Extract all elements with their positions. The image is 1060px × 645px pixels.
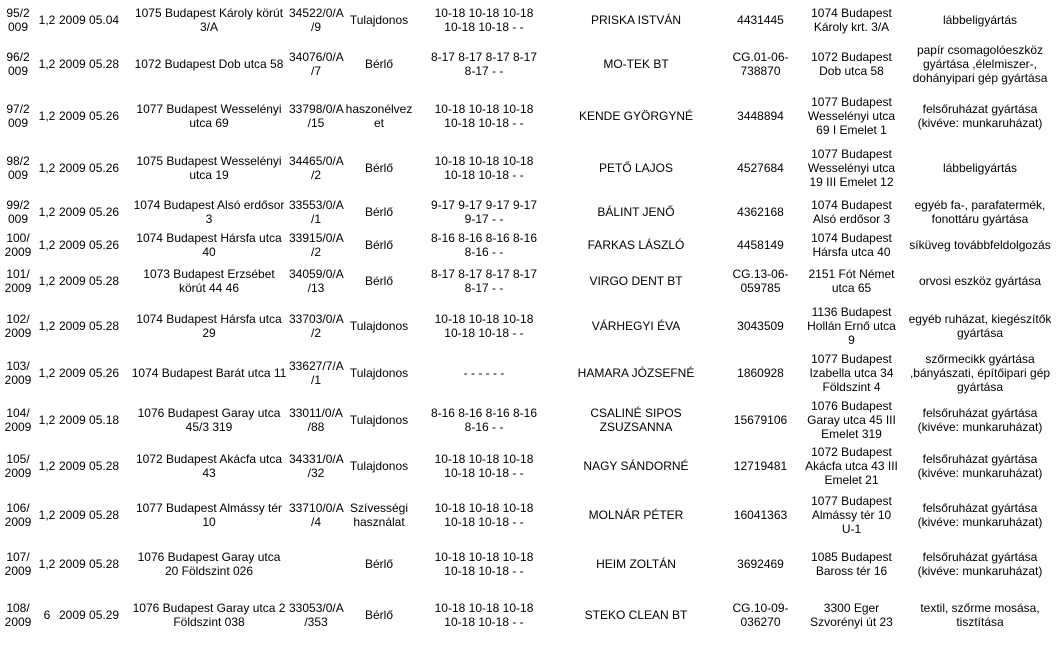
row-hrsz: 33627/7/A /1 <box>289 358 344 387</box>
row-address: 1074 Budapest Hársfa utca 29 <box>136 311 282 340</box>
row-location: 1077 Budapest Wesselényi utca 69 I Emelet 1 <box>807 94 896 137</box>
row-address: 1072 Budapest Akácfa utca 43 <box>135 451 283 480</box>
row-name: MOLNÁR PÉTER <box>588 507 684 522</box>
row-hrsz: 34331/0/A /32 <box>289 451 344 480</box>
row-legal-status: Bérlő <box>364 557 393 571</box>
row-activity: felsőruházat gyártása (kivéve: munkaruházat) <box>917 451 1043 480</box>
row-registration: 3043509 <box>737 318 784 333</box>
row-hrsz: 34522/0/A /9 <box>289 5 344 34</box>
row-hrsz: 33703/0/A /2 <box>289 311 344 340</box>
row-registration: 12719481 <box>733 458 788 473</box>
row-hrsz: 33011/0/A /88 <box>289 405 343 434</box>
row-area: 1,2 <box>38 318 56 333</box>
row-legal-status: Bérlő <box>364 204 393 219</box>
row-date: 2009 05.28 <box>59 318 120 333</box>
row-id: 104/ 2009 <box>4 405 32 434</box>
row-name: KENDE GYÖRGYNÉ <box>578 108 694 123</box>
table-row <box>0 39 1060 89</box>
row-registration: 1860928 <box>737 365 784 380</box>
table-row <box>0 229 1060 260</box>
row-location: 2151 Fót Német utca 65 <box>808 267 895 295</box>
row-location: 1077 Budapest Almássy tér 10 U-1 <box>811 493 892 536</box>
row-registration: 15679106 <box>733 412 788 427</box>
row-id: 96/2 009 <box>6 50 30 78</box>
row-date: 2009 05.26 <box>59 108 120 123</box>
row-name: NAGY SÁNDORNÉ <box>583 458 689 473</box>
row-id: 106/ 2009 <box>4 500 32 529</box>
row-location: 3300 Eger Szvorényi út 23 <box>810 601 893 629</box>
row-registration: 4362168 <box>737 204 784 219</box>
row-address: 1073 Budapest Erzsébet körút 44 46 <box>143 267 275 295</box>
table-row <box>0 260 1060 302</box>
row-date: 2009 05.18 <box>59 412 120 427</box>
table-row <box>0 194 1060 229</box>
row-address: 1076 Budapest Garay utca 2 Földszint 038 <box>132 601 286 629</box>
row-date: 2009 05.28 <box>59 557 120 571</box>
row-activity: papír csomagolóeszköz gyártása ,élelmiszer-, dohányipari gép gyártása <box>912 43 1048 85</box>
row-name: VÁRHEGYI ÉVA <box>591 318 681 333</box>
row-location: 1074 Budapest Károly krt. 3/A <box>811 5 892 34</box>
row-location: 1074 Budapest Hársfa utca 40 <box>811 230 892 259</box>
row-activity: lábbeligyártás <box>942 12 1018 27</box>
row-location: 1085 Budapest Baross tér 16 <box>811 550 892 578</box>
row-registration: CG.10-09- 036270 <box>732 601 789 629</box>
row-date: 2009 05.04 <box>59 12 120 27</box>
row-registration: 3692469 <box>737 557 784 571</box>
row-address: 1075 Budapest Károly körút 3/A <box>134 5 284 34</box>
row-date: 2009 05.26 <box>59 237 120 252</box>
row-registration: 4431445 <box>737 12 784 27</box>
row-date: 2009 05.26 <box>59 365 120 380</box>
row-name: VIRGO DENT BT <box>589 274 683 288</box>
row-hours: - - - - - - <box>463 365 505 380</box>
row-hrsz: 33710/0/A /4 <box>289 500 344 529</box>
table-row <box>0 587 1060 643</box>
row-hours: 10-18 10-18 10-18 10-18 10-18 - - <box>434 550 534 578</box>
row-legal-status: Tulajdonos <box>349 12 409 27</box>
row-id: 102/ 2009 <box>4 311 32 340</box>
row-legal-status: Szívességi használat <box>349 500 409 529</box>
row-activity: síküveg továbbfeldolgozás <box>909 237 1051 252</box>
row-area: 1,2 <box>38 365 56 380</box>
row-area: 1,2 <box>38 458 56 473</box>
row-registration: 4458149 <box>737 237 784 252</box>
row-name: BÁLINT JENŐ <box>597 204 675 219</box>
row-activity: egyéb ruházat, kiegészítők gyártása <box>908 311 1052 340</box>
row-area: 1,2 <box>38 274 56 288</box>
row-date: 2009 05.26 <box>59 204 120 219</box>
row-legal-status: Tulajdonos <box>349 365 409 380</box>
row-hours: 9-17 9-17 9-17 9-17 9-17 - - <box>430 197 538 226</box>
row-hours: 8-17 8-17 8-17 8-17 8-17 - - <box>430 50 538 78</box>
row-id: 100/ 2009 <box>4 230 32 259</box>
row-hours: 10-18 10-18 10-18 10-18 10-18 - - <box>434 101 534 130</box>
row-hours: 8-16 8-16 8-16 8-16 8-16 - - <box>430 405 538 434</box>
row-activity: orvosi eszköz gyártása <box>918 274 1042 288</box>
row-hours: 10-18 10-18 10-18 10-18 10-18 - - <box>434 451 534 480</box>
row-address: 1075 Budapest Wesselényi utca 19 <box>136 154 282 182</box>
row-hrsz: 33915/0/A /2 <box>289 230 344 259</box>
row-hours: 8-16 8-16 8-16 8-16 8-16 - - <box>430 230 538 259</box>
row-activity: textil, szőrme mosása, tisztítása <box>920 601 1040 629</box>
row-id: 95/2 009 <box>6 5 30 34</box>
row-location: 1077 Budapest Wesselényi utca 19 III Emelet 12 <box>807 147 896 189</box>
row-date: 2009 05.29 <box>59 608 120 622</box>
row-area: 1,2 <box>38 12 56 27</box>
row-registration: 4527684 <box>737 161 784 175</box>
row-hrsz: 34059/0/A /13 <box>289 267 344 295</box>
row-legal-status: haszonélvez et <box>345 101 413 130</box>
row-name: PETŐ LAJOS <box>598 161 674 175</box>
row-activity: felsőruházat gyártása (kivéve: munkaruházat) <box>917 550 1043 578</box>
row-address: 1076 Budapest Garay utca 20 Földszint 026 <box>137 550 281 578</box>
row-legal-status: Tulajdonos <box>349 412 409 427</box>
row-name: FARKAS LÁSZLÓ <box>587 237 685 252</box>
row-area: 1,2 <box>38 412 56 427</box>
row-location: 1072 Budapest Dob utca 58 <box>811 50 892 78</box>
row-registration: 16041363 <box>733 507 788 522</box>
row-legal-status: Bérlő <box>364 608 393 622</box>
row-address: 1074 Budapest Alsó erdősor 3 <box>133 197 285 226</box>
row-hrsz: 33053/0/A /353 <box>289 601 344 629</box>
row-registration: CG.01-06- 738870 <box>732 50 789 78</box>
table-row <box>0 89 1060 142</box>
row-date: 2009 05.28 <box>59 507 120 522</box>
table-row <box>0 0 1060 39</box>
row-id: 99/2 009 <box>6 197 30 226</box>
table-row <box>0 142 1060 194</box>
row-name: STEKO CLEAN BT <box>584 608 688 622</box>
row-id: 105/ 2009 <box>4 451 32 480</box>
row-date: 2009 05.28 <box>59 458 120 473</box>
row-activity: felsőruházat gyártása (kivéve: munkaruházat) <box>917 101 1043 130</box>
row-area: 1,2 <box>38 557 56 571</box>
row-address: 1072 Budapest Dob utca 58 <box>134 57 284 71</box>
row-area: 6 <box>43 608 51 622</box>
table-row <box>0 443 1060 488</box>
row-hrsz <box>288 541 344 587</box>
row-area: 1,2 <box>38 161 56 175</box>
row-location: 1136 Budapest Hollán Ernő utca 9 <box>807 304 896 347</box>
row-id: 101/ 2009 <box>4 267 32 295</box>
row-hours: 8-17 8-17 8-17 8-17 8-17 - - <box>430 267 538 295</box>
row-hrsz: 34076/0/A /7 <box>289 50 344 78</box>
table-row <box>0 396 1060 443</box>
row-activity: szőrmecikk gyártása ,bányászati, építőipari gép gyártása <box>909 351 1051 394</box>
row-area: 1,2 <box>38 108 56 123</box>
row-area: 1,2 <box>38 57 56 71</box>
row-area: 1,2 <box>38 237 56 252</box>
row-address: 1074 Budapest Hársfa utca 40 <box>136 230 282 259</box>
row-id: 108/ 2009 <box>4 601 32 629</box>
row-legal-status: Bérlő <box>364 161 393 175</box>
row-location: 1072 Budapest Akácfa utca 43 III Emelet 21 <box>805 444 898 487</box>
row-hrsz: 34465/0/A /2 <box>289 154 344 182</box>
row-id: 98/2 009 <box>6 154 30 182</box>
row-legal-status: Tulajdonos <box>349 458 409 473</box>
row-address: 1074 Budapest Barát utca 11 <box>131 365 287 380</box>
row-name: HEIM ZOLTÁN <box>596 557 676 571</box>
row-id: 97/2 009 <box>6 101 30 130</box>
row-hours: 10-18 10-18 10-18 10-18 10-18 - - <box>434 154 534 182</box>
row-name: HAMARA JÓZSEFNÉ <box>577 365 695 380</box>
row-area: 1,2 <box>38 507 56 522</box>
row-address: 1077 Budapest Almássy tér 10 <box>135 500 283 529</box>
row-area: 1,2 <box>38 204 56 219</box>
row-hours: 10-18 10-18 10-18 10-18 10-18 - - <box>434 601 534 629</box>
table-row <box>0 488 1060 541</box>
row-hrsz: 33553/0/A /1 <box>289 197 344 226</box>
row-activity: egyéb fa-, parafatermék, fonottáru gyártása <box>914 197 1046 226</box>
row-date: 2009 05.26 <box>59 161 120 175</box>
row-id: 107/ 2009 <box>4 550 32 578</box>
row-hours: 10-18 10-18 10-18 10-18 10-18 - - <box>434 311 534 340</box>
row-activity: lábbeligyártás <box>942 161 1018 175</box>
row-location: 1076 Budapest Garay utca 45 III Emelet 319 <box>807 398 896 441</box>
row-name: MO-TEK BT <box>603 57 669 71</box>
row-registration: 3448894 <box>737 108 784 123</box>
row-activity: felsőruházat gyártása (kivéve: munkaruházat) <box>917 405 1043 434</box>
row-legal-status: Bérlő <box>364 237 393 252</box>
row-legal-status: Tulajdonos <box>349 318 409 333</box>
row-hrsz: 33798/0/A /15 <box>289 101 344 130</box>
row-hours: 10-18 10-18 10-18 10-18 10-18 - - <box>434 500 534 529</box>
row-date: 2009 05.28 <box>59 57 120 71</box>
row-hours: 10-18 10-18 10-18 10-18 10-18 - - <box>434 5 534 34</box>
row-registration: CG.13-06- 059785 <box>732 267 789 295</box>
row-address: 1077 Budapest Wesselényi utca 69 <box>136 101 282 130</box>
row-name: PRISKA ISTVÁN <box>590 12 682 27</box>
row-address: 1076 Budapest Garay utca 45/3 319 <box>137 405 281 434</box>
row-id: 103/ 2009 <box>4 358 32 387</box>
row-date: 2009 05.28 <box>59 274 120 288</box>
row-location: 1074 Budapest Alsó erdősor 3 <box>811 197 892 226</box>
table-row <box>0 349 1060 396</box>
row-activity: felsőruházat gyártása (kivéve: munkaruházat) <box>917 500 1043 529</box>
row-legal-status: Bérlő <box>364 57 393 71</box>
row-name: CSALINÉ SIPOS ZSUZSANNA <box>590 405 682 434</box>
table-row <box>0 302 1060 349</box>
row-location: 1077 Budapest Izabella utca 34 Földszint 4 <box>809 351 894 394</box>
row-legal-status: Bérlő <box>364 274 393 288</box>
table-row <box>0 541 1060 587</box>
